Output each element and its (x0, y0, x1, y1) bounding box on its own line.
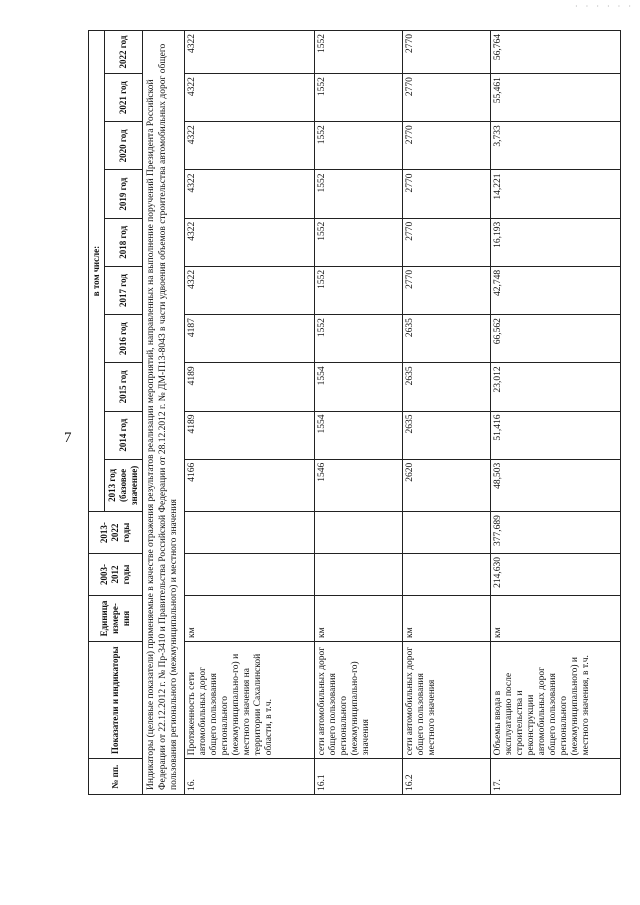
row-unit: км (402, 595, 490, 641)
row-year-value: 2620 (402, 459, 490, 511)
row-year-value: 2770 (402, 170, 490, 218)
row-year-value: 1552 (314, 170, 402, 218)
header-2003-2012: 2003-2012 годы (89, 554, 143, 596)
row-year-value: 16,193 (490, 218, 620, 266)
row-year-value: 1552 (314, 266, 402, 314)
row-indicator-name: сети автомобильных дорог общего пользования регионального (межмуниципально-го) значения (314, 642, 402, 759)
row-total-2013-2022 (402, 512, 490, 554)
row-year-value: 3,733 (490, 122, 620, 170)
row-year-value: 4189 (184, 411, 314, 459)
row-indicator-name: Объемы ввода в эксплуатацию после строительства и реконструкции автомобильных дорог общего пользования регионального (межмуниципального) и местного значения, в т.ч. (490, 642, 620, 759)
row-year-value: 2770 (402, 218, 490, 266)
row-year-value: 1554 (314, 411, 402, 459)
row-year-value: 4322 (184, 218, 314, 266)
row-year-value: 51,416 (490, 411, 620, 459)
row-year-value: 2770 (402, 266, 490, 314)
rotated-table-container (88, 30, 591, 795)
row-year-value: 4166 (184, 459, 314, 511)
row-year-value: 4322 (184, 74, 314, 122)
row-total-2003-2012 (314, 554, 402, 596)
row-year-value: 1554 (314, 363, 402, 411)
header-year: 2013 год (базовое значение) (105, 459, 143, 511)
row-year-value: 1552 (314, 218, 402, 266)
row-indicator-name: сети автомобильных дорог общего пользования местного значения (402, 642, 490, 759)
header-no: № пп. (89, 759, 143, 795)
row-total-2003-2012 (184, 554, 314, 596)
header-year: 2017 год (105, 266, 143, 314)
row-number: 16.2 (402, 759, 490, 795)
row-year-value: 14,221 (490, 170, 620, 218)
row-total-2013-2022 (184, 512, 314, 554)
header-year: 2020 год (105, 122, 143, 170)
row-total-2003-2012 (402, 554, 490, 596)
table-row (314, 31, 402, 795)
header-year: 2022 год (105, 31, 143, 74)
header-unit: Единица измере-ния (89, 595, 143, 641)
header-year: 2014 год (105, 411, 143, 459)
row-total-2003-2012: 214,630 (490, 554, 620, 596)
section-caption: Индикаторы (целевые показатели) применяемые в качестве отражения результатов реализации мероприятий, направленных на выполнение поручений Президента Российской Федерации от 22.12.2012 г. № Пр-3410 и Правительства Российской Федерации от 28.12.2012 г. № ДМ-П13-8043 в части удвоения объемов строительства автомобильных дорог общего пользования регионального (межмуниципального) и местного значения (143, 31, 185, 795)
header-year: 2021 год (105, 74, 143, 122)
row-year-value: 4187 (184, 315, 314, 363)
row-indicator-name: Протяженность сети автомобильных дорог общего пользования регионального (межмуниципально-го) и местного значения на территории Сахалинской области, в т.ч. (184, 642, 314, 759)
row-year-value: 1552 (314, 122, 402, 170)
row-total-2013-2022 (314, 512, 402, 554)
row-total-2013-2022: 377,689 (490, 512, 620, 554)
header-including: в том числе: (89, 31, 105, 512)
row-unit: км (490, 595, 620, 641)
page-number: 7 (64, 430, 72, 446)
row-year-value: 2770 (402, 74, 490, 122)
row-year-value: 4322 (184, 31, 314, 74)
row-number: 16.1 (314, 759, 402, 795)
row-year-value: 2635 (402, 315, 490, 363)
row-number: 16. (184, 759, 314, 795)
row-year-value: 56,764 (490, 31, 620, 74)
row-year-value: 1552 (314, 31, 402, 74)
row-year-value: 4322 (184, 170, 314, 218)
row-year-value: 4322 (184, 122, 314, 170)
row-year-value: 2635 (402, 411, 490, 459)
scan-artifact: · · · · · · (575, 2, 634, 11)
table-row (490, 31, 620, 795)
row-year-value: 42,748 (490, 266, 620, 314)
header-year: 2018 год (105, 218, 143, 266)
header-2013-2022: 2013-2022 годы (89, 512, 143, 554)
row-unit: км (314, 595, 402, 641)
row-year-value: 23,012 (490, 363, 620, 411)
row-year-value: 66,562 (490, 315, 620, 363)
table-row (402, 31, 490, 795)
row-year-value: 2635 (402, 363, 490, 411)
table-row (184, 31, 314, 795)
row-year-value: 4322 (184, 266, 314, 314)
table-body (184, 31, 620, 795)
row-number: 17. (490, 759, 620, 795)
row-year-value: 2770 (402, 122, 490, 170)
row-unit: км (184, 595, 314, 641)
row-year-value: 48,503 (490, 459, 620, 511)
row-year-value: 2770 (402, 31, 490, 74)
header-year: 2015 год (105, 363, 143, 411)
header-indicator: Показатели и индикаторы (89, 642, 143, 759)
indicators-table (88, 30, 621, 795)
header-year: 2019 год (105, 170, 143, 218)
row-year-value: 1552 (314, 315, 402, 363)
row-year-value: 1552 (314, 74, 402, 122)
row-year-value: 1546 (314, 459, 402, 511)
header-year: 2016 год (105, 315, 143, 363)
row-year-value: 55,461 (490, 74, 620, 122)
row-year-value: 4189 (184, 363, 314, 411)
